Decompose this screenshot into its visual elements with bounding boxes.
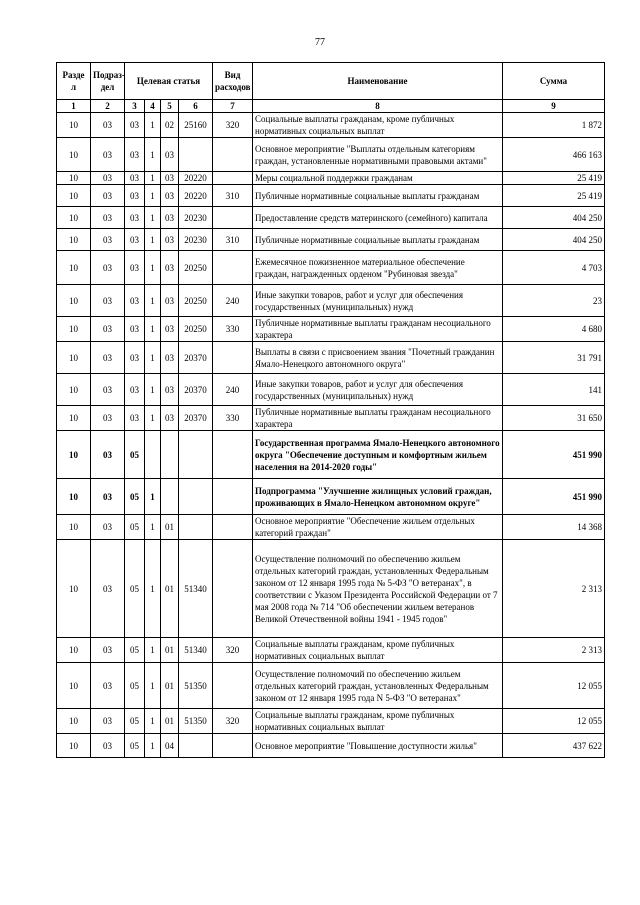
cell-subprogram: 1 (145, 251, 161, 285)
table-row (57, 185, 605, 207)
cell-name: Социальные выплаты гражданам, кроме публичных нормативных социальных выплат (253, 113, 503, 138)
table-row (57, 638, 605, 663)
cell-razdel: 10 (57, 172, 91, 185)
cell-sum: 25 419 (503, 172, 605, 185)
cell-name: Государственная программа Ямало-Ненецкого автономного округа "Обеспечение доступным и комфортным жильем населения на 2014-2020 годы" (253, 431, 503, 479)
cell-direction: 51340 (179, 638, 213, 663)
table-row (57, 251, 605, 285)
cell-program: 03 (125, 251, 145, 285)
cell-program: 03 (125, 317, 145, 342)
cell-name: Публичные нормативные социальные выплаты гражданам (253, 185, 503, 207)
table-row (57, 479, 605, 515)
cell-razdel: 10 (57, 229, 91, 251)
cell-program: 05 (125, 540, 145, 638)
table-row (57, 431, 605, 479)
cell-event: 04 (161, 734, 179, 758)
table-row (57, 113, 605, 138)
cell-subprogram: 1 (145, 709, 161, 734)
cell-expense-type: 320 (213, 113, 253, 138)
cell-sum: 12 055 (503, 663, 605, 709)
cell-name: Осуществление полномочий по обеспечению жильем отдельных категорий граждан, установленных Федеральным законом от 12 января 1995 года № 5-ФЗ "О ветеранах", в соответствии с Указом Президента Российской Федерации от 7 мая 2008 года № 714 "Об обеспечении жильем ветеранов Великой Отечественной войны 1941 - 1945 годов" (253, 540, 503, 638)
header-target-article: Целевая статья (125, 63, 213, 100)
cell-event (161, 479, 179, 515)
cell-sum: 31 650 (503, 406, 605, 431)
cell-name: Публичные нормативные выплаты гражданам несоциального характера (253, 317, 503, 342)
cell-event (161, 431, 179, 479)
cell-razdel: 10 (57, 431, 91, 479)
cell-razdel: 10 (57, 207, 91, 229)
cell-direction (179, 515, 213, 540)
cell-direction (179, 431, 213, 479)
cell-podrazdel: 03 (91, 317, 125, 342)
cell-sum: 4 680 (503, 317, 605, 342)
cell-program: 05 (125, 638, 145, 663)
cell-expense-type: 310 (213, 185, 253, 207)
cell-expense-type: 320 (213, 709, 253, 734)
cell-program: 03 (125, 229, 145, 251)
cell-event: 03 (161, 229, 179, 251)
cell-direction: 51350 (179, 709, 213, 734)
table-row (57, 540, 605, 638)
cell-event: 03 (161, 185, 179, 207)
table-row (57, 342, 605, 374)
cell-podrazdel: 03 (91, 406, 125, 431)
cell-program: 03 (125, 374, 145, 406)
cell-razdel: 10 (57, 515, 91, 540)
cell-subprogram: 1 (145, 317, 161, 342)
cell-sum: 14 368 (503, 515, 605, 540)
column-number: 1 (57, 100, 91, 113)
cell-program: 05 (125, 515, 145, 540)
cell-program: 03 (125, 406, 145, 431)
cell-podrazdel: 03 (91, 138, 125, 172)
cell-podrazdel: 03 (91, 734, 125, 758)
cell-sum: 12 055 (503, 709, 605, 734)
cell-razdel: 10 (57, 406, 91, 431)
header-expense-type: Вид расходов (213, 63, 253, 100)
table-row (57, 515, 605, 540)
cell-subprogram: 1 (145, 229, 161, 251)
cell-expense-type (213, 540, 253, 638)
cell-event: 03 (161, 207, 179, 229)
cell-event: 03 (161, 342, 179, 374)
cell-expense-type: 330 (213, 406, 253, 431)
table-row (57, 229, 605, 251)
cell-program: 03 (125, 138, 145, 172)
cell-subprogram (145, 431, 161, 479)
cell-direction (179, 138, 213, 172)
cell-razdel: 10 (57, 251, 91, 285)
header-podrazdel: Подраз- дел (91, 63, 125, 100)
cell-direction: 20250 (179, 285, 213, 317)
column-number: 4 (145, 100, 161, 113)
cell-sum: 451 990 (503, 479, 605, 515)
cell-program: 05 (125, 663, 145, 709)
cell-event: 01 (161, 638, 179, 663)
cell-direction: 20250 (179, 251, 213, 285)
cell-direction: 25160 (179, 113, 213, 138)
cell-sum: 404 250 (503, 229, 605, 251)
column-number: 5 (161, 100, 179, 113)
cell-subprogram: 1 (145, 406, 161, 431)
cell-expense-type (213, 479, 253, 515)
cell-razdel: 10 (57, 285, 91, 317)
cell-razdel: 10 (57, 185, 91, 207)
cell-subprogram: 1 (145, 138, 161, 172)
cell-name: Социальные выплаты гражданам, кроме публичных нормативных социальных выплат (253, 709, 503, 734)
cell-name: Публичные нормативные социальные выплаты гражданам (253, 229, 503, 251)
cell-program: 03 (125, 185, 145, 207)
cell-podrazdel: 03 (91, 540, 125, 638)
table-body (57, 113, 605, 758)
cell-direction: 20230 (179, 229, 213, 251)
cell-expense-type: 310 (213, 229, 253, 251)
cell-podrazdel: 03 (91, 285, 125, 317)
page-number: 77 (315, 37, 325, 48)
cell-direction: 20250 (179, 317, 213, 342)
cell-sum: 451 990 (503, 431, 605, 479)
cell-program: 03 (125, 207, 145, 229)
cell-event: 03 (161, 172, 179, 185)
table-row (57, 285, 605, 317)
cell-program: 05 (125, 709, 145, 734)
table-row (57, 317, 605, 342)
cell-podrazdel: 03 (91, 431, 125, 479)
cell-direction: 51340 (179, 540, 213, 638)
cell-event: 03 (161, 406, 179, 431)
cell-expense-type: 240 (213, 285, 253, 317)
cell-event: 03 (161, 317, 179, 342)
table-row (57, 406, 605, 431)
cell-subprogram: 1 (145, 663, 161, 709)
cell-event: 01 (161, 515, 179, 540)
cell-name: Осуществление полномочий по обеспечению жильем отдельных категорий граждан, установленных Федеральным законом от 12 января 1995 года N 5-ФЗ "О ветеранах" (253, 663, 503, 709)
cell-name: Ежемесячное пожизненное материальное обеспечение граждан, награжденных орденом "Рубиновая звезда" (253, 251, 503, 285)
cell-subprogram: 1 (145, 515, 161, 540)
cell-subprogram: 1 (145, 638, 161, 663)
cell-subprogram: 1 (145, 734, 161, 758)
cell-direction: 20370 (179, 342, 213, 374)
cell-name: Социальные выплаты гражданам, кроме публичных нормативных социальных выплат (253, 638, 503, 663)
cell-direction: 20370 (179, 406, 213, 431)
cell-sum: 437 622 (503, 734, 605, 758)
header-razdel: Разде л (57, 63, 91, 100)
table-row (57, 709, 605, 734)
cell-subprogram: 1 (145, 342, 161, 374)
table-row (57, 734, 605, 758)
cell-podrazdel: 03 (91, 113, 125, 138)
cell-expense-type (213, 431, 253, 479)
table-row (57, 374, 605, 406)
cell-podrazdel: 03 (91, 709, 125, 734)
cell-program: 03 (125, 172, 145, 185)
cell-program: 03 (125, 113, 145, 138)
cell-direction: 20370 (179, 374, 213, 406)
cell-razdel: 10 (57, 479, 91, 515)
cell-razdel: 10 (57, 709, 91, 734)
cell-direction: 20220 (179, 185, 213, 207)
cell-expense-type (213, 734, 253, 758)
cell-razdel: 10 (57, 734, 91, 758)
cell-direction: 51350 (179, 663, 213, 709)
column-number-row (57, 100, 605, 113)
cell-program: 05 (125, 431, 145, 479)
cell-podrazdel: 03 (91, 663, 125, 709)
cell-name: Публичные нормативные выплаты гражданам несоциального характера (253, 406, 503, 431)
cell-sum: 31 791 (503, 342, 605, 374)
table-row (57, 172, 605, 185)
header-name: Наименование (253, 63, 503, 100)
cell-program: 03 (125, 342, 145, 374)
cell-expense-type (213, 663, 253, 709)
cell-event: 03 (161, 285, 179, 317)
cell-razdel: 10 (57, 113, 91, 138)
cell-program: 05 (125, 734, 145, 758)
cell-razdel: 10 (57, 138, 91, 172)
cell-subprogram: 1 (145, 285, 161, 317)
cell-name: Иные закупки товаров, работ и услуг для обеспечения государственных (муниципальных) нужд (253, 374, 503, 406)
cell-podrazdel: 03 (91, 479, 125, 515)
cell-podrazdel: 03 (91, 172, 125, 185)
cell-razdel: 10 (57, 540, 91, 638)
cell-event: 01 (161, 709, 179, 734)
column-number: 3 (125, 100, 145, 113)
cell-sum: 25 419 (503, 185, 605, 207)
cell-name: Подпрограмма "Улучшение жилищных условий граждан, проживающих в Ямало-Ненецком автономном округе" (253, 479, 503, 515)
cell-sum: 404 250 (503, 207, 605, 229)
cell-podrazdel: 03 (91, 185, 125, 207)
cell-subprogram: 1 (145, 113, 161, 138)
cell-podrazdel: 03 (91, 229, 125, 251)
cell-razdel: 10 (57, 663, 91, 709)
cell-subprogram: 1 (145, 374, 161, 406)
cell-name: Выплаты в связи с присвоением звания "Почетный гражданин Ямало-Ненецкого автономного округа" (253, 342, 503, 374)
cell-event: 03 (161, 251, 179, 285)
cell-name: Предоставление средств материнского (семейного) капитала (253, 207, 503, 229)
cell-expense-type (213, 207, 253, 229)
cell-subprogram: 1 (145, 172, 161, 185)
cell-event: 03 (161, 138, 179, 172)
cell-direction: 20220 (179, 172, 213, 185)
cell-expense-type: 320 (213, 638, 253, 663)
cell-sum: 1 872 (503, 113, 605, 138)
cell-direction (179, 479, 213, 515)
cell-program: 03 (125, 285, 145, 317)
cell-podrazdel: 03 (91, 342, 125, 374)
cell-razdel: 10 (57, 317, 91, 342)
cell-sum: 141 (503, 374, 605, 406)
cell-expense-type (213, 172, 253, 185)
column-number: 6 (179, 100, 213, 113)
cell-name: Меры социальной поддержки гражданам (253, 172, 503, 185)
cell-expense-type: 240 (213, 374, 253, 406)
column-number: 9 (503, 100, 605, 113)
table-row (57, 663, 605, 709)
cell-direction: 20230 (179, 207, 213, 229)
cell-razdel: 10 (57, 374, 91, 406)
cell-podrazdel: 03 (91, 374, 125, 406)
cell-subprogram: 1 (145, 185, 161, 207)
cell-subprogram: 1 (145, 479, 161, 515)
header-sum: Сумма (503, 63, 605, 100)
budget-table (56, 62, 605, 758)
cell-direction (179, 734, 213, 758)
cell-expense-type (213, 138, 253, 172)
cell-expense-type (213, 515, 253, 540)
table-row (57, 138, 605, 172)
cell-sum: 466 163 (503, 138, 605, 172)
cell-expense-type (213, 342, 253, 374)
cell-event: 01 (161, 540, 179, 638)
cell-event: 02 (161, 113, 179, 138)
cell-expense-type: 330 (213, 317, 253, 342)
cell-razdel: 10 (57, 342, 91, 374)
cell-name: Основное мероприятие "Выплаты отдельным категориям граждан, установленные нормативными правовыми актами" (253, 138, 503, 172)
cell-subprogram: 1 (145, 540, 161, 638)
column-number: 2 (91, 100, 125, 113)
cell-sum: 2 313 (503, 540, 605, 638)
cell-event: 03 (161, 374, 179, 406)
cell-sum: 4 703 (503, 251, 605, 285)
cell-podrazdel: 03 (91, 515, 125, 540)
cell-podrazdel: 03 (91, 251, 125, 285)
cell-program: 05 (125, 479, 145, 515)
cell-razdel: 10 (57, 638, 91, 663)
column-number: 8 (253, 100, 503, 113)
table-row (57, 207, 605, 229)
cell-podrazdel: 03 (91, 207, 125, 229)
cell-name: Основное мероприятие "Обеспечение жильем отдельных категорий граждан" (253, 515, 503, 540)
cell-event: 01 (161, 663, 179, 709)
cell-expense-type (213, 251, 253, 285)
cell-name: Иные закупки товаров, работ и услуг для обеспечения государственных (муниципальных) нужд (253, 285, 503, 317)
cell-sum: 23 (503, 285, 605, 317)
column-number: 7 (213, 100, 253, 113)
cell-sum: 2 313 (503, 638, 605, 663)
cell-subprogram: 1 (145, 207, 161, 229)
cell-podrazdel: 03 (91, 638, 125, 663)
cell-name: Основное мероприятие "Повышение доступности жилья" (253, 734, 503, 758)
header-row (57, 63, 605, 100)
